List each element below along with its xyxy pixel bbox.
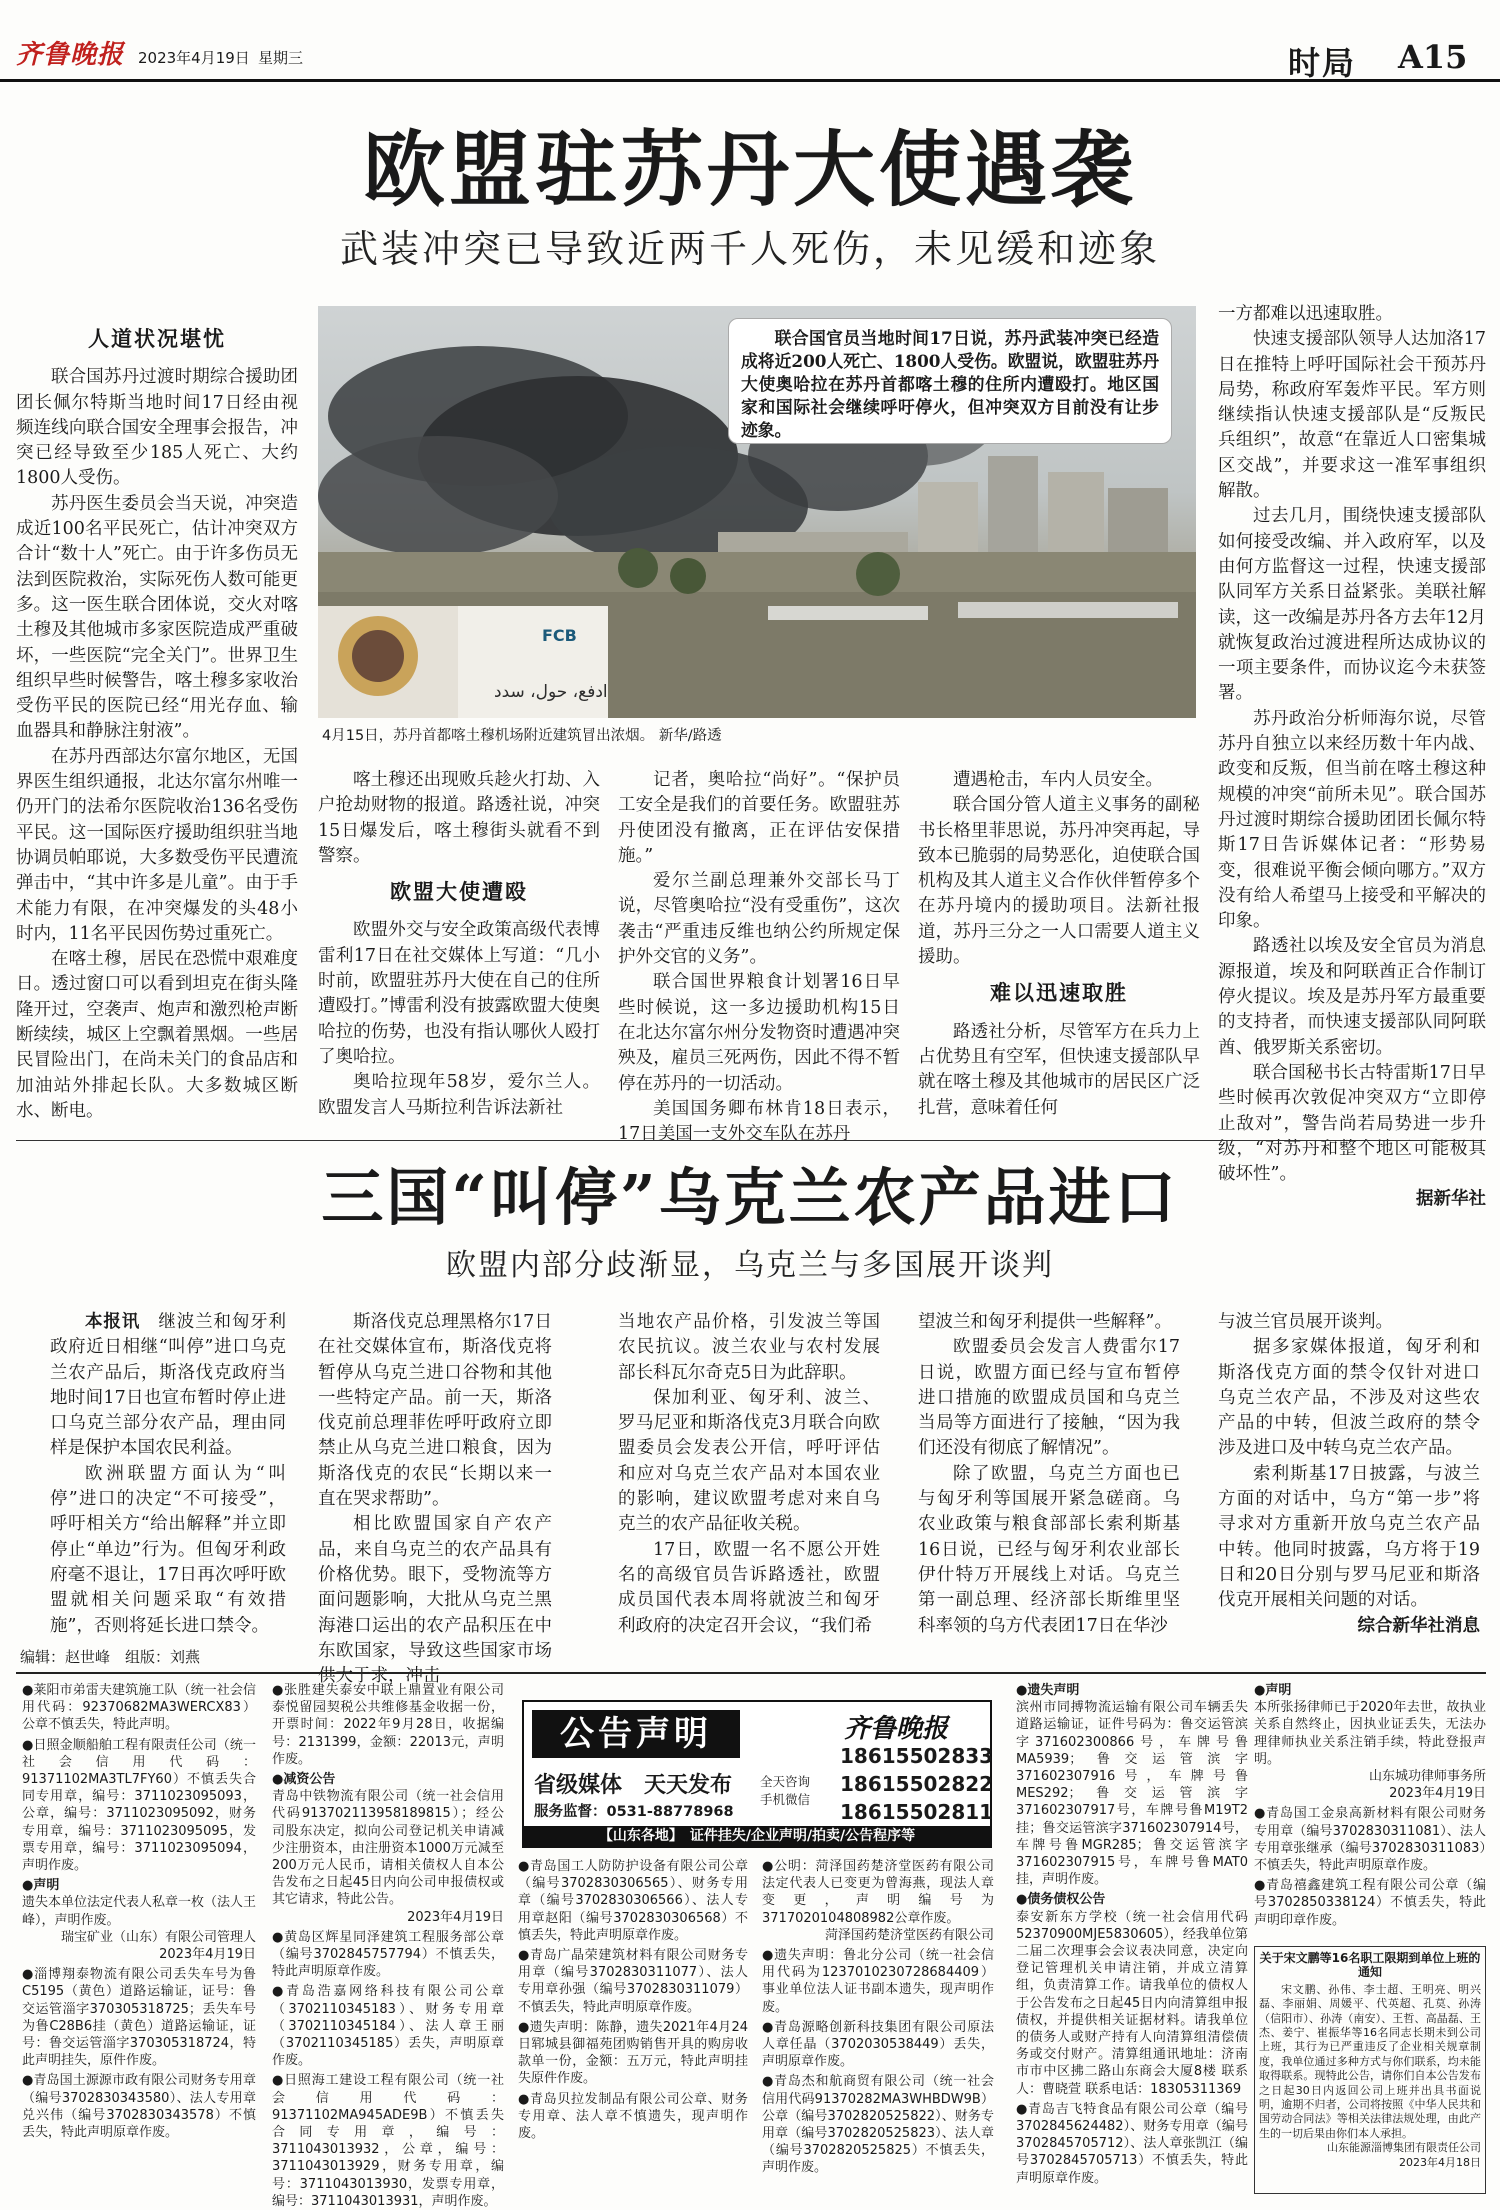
a1-c4-p1: 联合国分管人道主义事务的副秘书长格里菲思说，苏丹冲突再起，导致本已脆弱的局势恶化，迫使联合国机构及其人道主义合作伙伴暂停多个在苏丹境内的援助项目。法新社报道，苏丹三分之一人口需要人道主义援助。: [918, 795, 1200, 968]
a2-c4-p0: 望波兰和匈牙利提供一些解释”。: [918, 1312, 1172, 1332]
section-name: 时局: [1288, 44, 1357, 82]
a1-col4: [918, 768, 1200, 1132]
ad-5-1: ●遗失声明: [1016, 1683, 1080, 1698]
a1-byline: 据新华社: [1416, 1189, 1486, 1210]
ad-5-4: 泰安新东方学校（统一社会信用代码52370900MJE5830605），经我单位第二届二次理事会会议表决同意，决定向登记管理机关申请注销，并成立清算组，负责清算工作。请我单位的债权人于公告发布之日起45日内向清算组申报债权，并提供相关证据材料。请我单位的债务人或财产持有人向清算组清偿债务或交付财产。清算组通讯地址：济南市市中区拂二路山东商会大厦8楼 联系人：曹晓萱 联系电话：18305311369: [1016, 1909, 1248, 2097]
ad-service-box: [522, 1700, 992, 1848]
a1-c5-p5: 路透社以埃及安全官员为消息源报道，埃及和阿联酋正合作制订停火提议。埃及是苏丹军方最重要的支持者，而快速支援部队同阿联酋、俄罗斯关系密切。: [1218, 936, 1486, 1058]
ad-box-title: 公告声明: [532, 1710, 740, 1758]
ad-6-3: 山东城功律师事务所: [1368, 1769, 1486, 1785]
a1-c3-p1: 记者，奥哈拉“尚好”。“保护员工安全是我们的首要任务。欧盟驻苏丹使团没有撤离，正在评估安保措施。”: [618, 770, 900, 866]
subheadline-1: 武装冲突已导致近两千人死伤，未见缓和迹象: [339, 227, 1160, 271]
photo-sign-fcb: FCB: [542, 626, 577, 645]
a1-c5-p2: 快速支援部队领导人达加洛17日在推特上呼吁国际社会干预苏丹局势，称政府军轰炸平民。军方则继续指认快速支援部队是“反叛民兵组织”，故意“在靠近人口密集城区交战”，并要求这一准军事组织解散。: [1218, 329, 1486, 502]
a2-c1-p1: [50, 1310, 286, 1462]
ad-6-4: 2023年4月19日: [1389, 1786, 1486, 1802]
a2-c2-p1: 斯洛伐克总理黑格尔17日在社交媒体宣布，斯洛伐克将暂停从乌克兰进口谷物和其他一些特定产品。前一天，斯洛伐克前总理菲佐呼吁政府立即禁止从乌克兰进口粮食，因为斯洛伐克的农民“长期以来一直在哭求帮助”。: [318, 1312, 552, 1510]
a1-c1-p2: 苏丹医生委员会当天说，冲突造成近100名平民死亡，估计冲突双方合计“数十人”死亡。由于许多伤员无法到医院救治，实际死伤人数可能更多。这一医生联合团体说，交火对喀土穆及其他城市多家医院造成严重破坏，一些医院“完全关门”。世界卫生组织早些时候警告，喀土穆多家收治受伤平民的医院已经“用光存血、输血器具和静脉注射液”。: [16, 493, 298, 742]
ad-1-5: 瑞宝矿业（山东）有限公司管理人: [60, 1929, 256, 1945]
ad-4-5: ●青岛杰和航商贸有限公司（统一社会信用代码91370282MA3WHBDW9B）公章（编号3702820525822）、财务专用章（编号3702820525823）、法人章（编号3702820525825）不慎丢失，声明作废。: [762, 2074, 994, 2176]
headline-1: 欧盟驻苏丹大使遇袭: [362, 122, 1137, 218]
a2-c1-p2: 欧洲联盟方面认为“叫停”进口的决定“不可接受”，呼吁相关方“给出解释”并立即停止“单边”行为。但匈牙利政府毫不退让，17日再次呼吁欧盟就相关问题采取“有效措施”，否则将延长进口禁令。: [50, 1463, 286, 1636]
ad-1-7: ●淄博翔泰物流有限公司丢失车号为鲁C5195（黄色）道路运输证，证号：鲁交运管淄字370305318725；丢失车号为鲁C28B6挂（黄色）道路运输证，证号：鲁交运管淄字370305318724，特此声明挂失，原件作废。: [22, 1967, 256, 2069]
a2-c5-p3: 索利斯基17日披露，与波兰方面的对话中，乌方“第一步”将寻求对方重新开放乌克兰农产品中转。他同时披露，乌方将于19日和20日分别与罗马尼亚和斯洛伐克开展相关问题的对话。: [1218, 1463, 1480, 1611]
a1-c3-p2: 爱尔兰副总理兼外交部长马丁说，尽管奥哈拉“没有受重伤”，这次袭击“严重违反维也纳公约所规定保护外交官的义务”。: [618, 871, 900, 968]
ad-2-2: ●减资公告: [272, 1772, 336, 1788]
a1-c3-p3: 联合国世界粮食计划署16日早些时候说，这一多边援助机构15日在北达尔富尔州分发物资时遭遇冲突殃及，雇员三死两伤，因此不得不暂停在苏丹的一切活动。: [618, 972, 900, 1094]
a1-c5-p6: 联合国秘书长古特雷斯17日早些时候再次敦促冲突双方“立即停止敌对”，警告尚若局势进一步升级，“对苏丹和整个地区可能极具破坏性”。: [1218, 1062, 1486, 1185]
a1-heading-victory: 难以迅速取胜: [990, 980, 1128, 1006]
a1-c1-p4: 在喀土穆，居民在恐慌中艰难度日。透过窗口可以看到坦克在街头隆隆开过，空袭声、炮声和激烈枪声断断续续，城区上空飘着黑烟。一些居民冒险出门，在尚未关门的食品店和加油站外排起长队。大多数城区断水、断电。: [16, 949, 298, 1121]
a1-c4-p2: 路透社分析，尽管军方在兵力上占优势且有空军，但快速支援部队早就在喀土穆及其他城市的居民区广泛扎营，意味着任何: [918, 1021, 1200, 1118]
ads-top-rule: [16, 1672, 1486, 1674]
ad-box-phone3: 18615502811: [840, 1800, 994, 1824]
a1-c1-p1: 联合国苏丹过渡时期综合援助团团长佩尔特斯当地时间17日经由视频连线向联合国安全理事会报告，冲突已经导致至少185人死亡、大约1800人受伤。: [16, 367, 298, 489]
ad-notice-title: 关于宋文鹏等16名职工限期到单位上班的通知: [1259, 1951, 1481, 1980]
issue-weekday: 星期三: [258, 49, 304, 67]
ad-box-slogan: 省级媒体 天天发布: [534, 1773, 733, 1798]
ad-6-6: ●青岛禧鑫建筑工程有限公司公章（编号3702850338124）不慎丢失，特此声明印章作废。: [1254, 1878, 1486, 1928]
ads-col5: [1016, 1682, 1248, 2194]
ad-2-7: ●日照海工建设工程有限公司（统一社会信用代码：91371102MA945ADE9B）不慎丢失合同专用章，编号：3711043013932，公章，编号：3711043013929，财务专用章，编号：3711043013930，发票专用章，编号：3711043013931，声明作废。: [272, 2073, 504, 2209]
a2-c2-p2: 相比欧盟国家自产农产品，来自乌克兰的农产品具有价格优势。眼下，受物流等方面问题影响，大批从乌克兰黑海港口运出的农产品积压在中东欧国家，导致这些国家市场供大于求，冲击: [318, 1514, 552, 1687]
a1-c5-p1: 一方都难以迅速取胜。: [1218, 304, 1393, 324]
ad-6-2: 本所张扬律师已于2020年去世，故执业关系自然终止，因执业证丢失，无法办理律师执业关系注销手续，特此登报声明。: [1254, 1700, 1486, 1767]
photo-sign-arabic: ادفع، حول، سدد: [494, 682, 608, 702]
a2-col5: [1218, 1310, 1480, 1642]
ad-5-5: ●青岛吉飞特食品有限公司公章（编号3702845624482）、财务专用章（编号3702845705712）、法人章张凯江（编号3702845705713）不慎丢失，特此声明原章作废。: [1016, 2101, 1248, 2186]
a1-c5-p4: 苏丹政治分析师海尔说，尽管苏丹自独立以来经历数十年内战、政变和反叛，但当前在喀土穆这种规模的冲突“前所未见”。联合国苏丹过渡时期综合援助团团长佩尔特斯17日告诉媒体记者：“形势易变，很难说平衡会倾向哪方。”双方没有给人希望马上接受和平解决的印象。: [1218, 708, 1486, 932]
ad-6-5: ●青岛国工金泉高新材料有限公司财务专用章（编号3702830311081）、法人专用章张继承（编号3702830311083）不慎丢失，特此声明原章作废。: [1254, 1806, 1486, 1874]
a1-heading-envoy: 欧盟大使遭殴: [390, 879, 528, 905]
a2-c4-p1: 欧盟委员会发言人费雷尔17日说，欧盟方面已经与宣布暂停进口措施的欧盟成员国和乌克兰当局等方面进行了接触，“因为我们还没有彻底了解情况”。: [918, 1337, 1180, 1459]
ad-1-2: ●日照金顺船舶工程有限责任公司（统一社会信用代码：91371102MA3TL7FY60）不慎丢失合同专用章，编号：3711023095093，公章，编号：3711023095092，财务专用章，编号：3711023095095，发票专用章，编号：3711023095094，声明作废。: [22, 1737, 256, 1874]
ad-notice-box: [1254, 1946, 1486, 2194]
ads-col3: [518, 1858, 748, 2194]
a1-c4-p0: 遭遇枪击，车内人员安全。: [953, 770, 1163, 790]
subheadline-2: 欧盟内部分歧渐显，乌克兰与多国展开谈判: [446, 1248, 1054, 1283]
ad-1-3: ●声明: [22, 1878, 60, 1894]
a2-col2: [318, 1310, 552, 1687]
ad-3-2: ●青岛广晶荣建筑材料有限公司财务专用章（编号3702830311077）、法人专用章孙强（编号3702830311079）不慎丢失，特此声明原章作废。: [518, 1948, 748, 2015]
masthead-logo: 齐鲁晚报: [16, 40, 125, 70]
ad-4-2: 菏泽国药楚济堂医药有限公司: [824, 1927, 994, 1943]
ads-col4: [762, 1858, 994, 2194]
ad-box-brand: 齐鲁晚报: [844, 1714, 949, 1744]
ad-4-1: ●公明：菏泽国药楚济堂医药有限公司法定代表人已变更为曾海燕，现法人章变更，声明编号为3717020104808982公章作废。: [762, 1859, 994, 1926]
a2-col3: [618, 1310, 880, 1642]
ad-3-1: ●青岛国工人防防护设备有限公司公章（编号3702830306565）、财务专用章（编号3702830306566）、法人专用章赵阳（编号3702830306568）不慎丢失，特此声明原章作废。: [518, 1859, 748, 1943]
editor-credits: 编辑：赵世峰 组版：刘燕: [20, 1648, 201, 1666]
a1-c2-p1: 欧盟外交与安全政策高级代表博雷利17日在社交媒体上写道：“几小时前，欧盟驻苏丹大使在自己的住所遭殴打。”博雷利没有披露欧盟大使奥哈拉的伤势，也没有指认哪伙人殴打了奥哈拉。: [318, 920, 600, 1067]
ad-1-1: ●莱阳市弟雷夫建筑施工队（统一社会信用代码：92370682MA3WERCX83）公章不慎丢失，特此声明。: [22, 1683, 256, 1733]
a1-c3-p4: 美国国务卿布林肯18日表示，17日美国一支外交车队在苏丹: [618, 1098, 900, 1145]
a2-col1: [50, 1310, 286, 1642]
a1-c2-p0: 喀土穆还出现败兵趁火打劫、入户抢劫财物的报道。路透社说，冲突15日爆发后，喀土穆街头就看不到警察。: [318, 770, 600, 866]
a1-col5: [1218, 302, 1486, 1210]
ad-1-6: 2023年4月19日: [159, 1947, 256, 1963]
a1-c1-p3: 在苏丹西部达尔富尔地区，无国界医生组织通报，北达尔富尔州唯一仍开门的法希尔医院收治136名受伤平民。这一国际医疗援助组织驻当地协调员帕耶说，大多数受伤平民遭流弹击中，“其中许多是儿童”。由于手术能力有限，在冲突爆发的头48小时内，11名平民因伤势过重死亡。: [16, 746, 298, 944]
a2-col4: [918, 1310, 1180, 1642]
ad-2-1: ●张胜建失泰安中联上鼎置业有限公司泰悦留园契税公共维修基金收据一份，开票时间：2022年9月28日，收据编号：2131399，金额：22013元，声明作废。: [272, 1683, 504, 1767]
summary-callout: 联合国官员当地时间17日说，苏丹武装冲突已经造成将近200人死亡、1800人受伤。欧盟说，欧盟驻苏丹大使奥哈拉在苏丹首都喀土穆的住所内遭殴打。地区国家和国际社会继续呼吁停火，但冲突双方目前没有让步迹象。: [728, 318, 1172, 444]
a2-lead: 本报讯: [85, 1312, 141, 1332]
ad-3-4: ●青岛贝拉发制品有限公司公章、财务专用章、法人章不慎遗失，现声明作废。: [518, 2091, 748, 2142]
a1-c2-p2: 奥哈拉现年58岁，爱尔兰人。欧盟发言人马斯拉利告诉法新社: [318, 1072, 600, 1118]
a2-c1-p1-text: 继波兰和匈牙利政府近日相继“叫停”进口乌克兰农产品后，斯洛伐克政府当地时间17日也宣布暂时停止进口乌克兰部分农产品，理由同样是保护本国农民利益。: [50, 1312, 287, 1459]
headline-2: 三国“叫停”乌克兰农产品进口: [321, 1161, 1179, 1234]
a1-c5-p3: 过去几月，围绕快速支援部队如何接受改编、并入政府军，以及由何方监督这一过程，快速支援部队同军方关系日益紧张。美联社解读，这一改编是苏丹各方去年12月就恢复政治过渡进程所达成协议的一项主要条件，而协议迄今未获签署。: [1218, 506, 1486, 704]
ad-2-6: ●青岛浩嘉网络科技有限公司公章（3702110345183）、财务专用章（3702110345184）、法人章王丽（3702110345185）丢失，声明原章作废。: [272, 1984, 504, 2069]
a2-c3-p2: 保加利亚、匈牙利、波兰、罗马尼亚和斯洛伐克3月联合向欧盟委员会发表公开信，呼吁评估和应对乌克兰农产品对本国农业的影响，建议欧盟考虑对来自乌克兰的农产品征收关税。: [618, 1387, 880, 1535]
photo-caption: 4月15日，苏丹首都喀土穆机场附近建筑冒出浓烟。 新华/路透: [322, 728, 722, 744]
ad-4-3: ●遗失声明：鲁北分公司（统一社会信用代码为1237010230728684409）事业单位法人证书副本遗失，现声明作废。: [762, 1948, 994, 2015]
ad-1-4: 遗失本单位法定代表人私章一枚（法人王峰），声明作废。: [22, 1895, 257, 1928]
a1-col1: [16, 322, 298, 1132]
ads-col6: [1254, 1682, 1486, 1940]
ad-5-2: 滨州市同搏物流运输有限公司车辆丢失道路运输证，证件号码为：鲁交运管滨字371602300866号，车牌号鲁MA5939；鲁交运管滨字371602307916号，车牌号鲁MES292；鲁交运管滨字371602307917号，车牌号鲁M19T2挂；鲁交运管滨字371602307914号，车牌号鲁MGR285；鲁交运管滨字371602307915号，车牌号鲁MAT0挂，声明作废。: [1016, 1700, 1248, 1888]
ad-1-8: ●青岛国土源源市政有限公司财务专用章（编号3702830343580）、法人专用章兑兴伟（编号3702830343578）不慎丢失，特此声明原章作废。: [22, 2073, 256, 2141]
ad-notice-org: 山东能源淄博集团有限责任公司: [1327, 2141, 1481, 2155]
ad-box-categories: 【山东各地】 证件挂失/企业声明/拍卖/公告程序等: [524, 1826, 990, 1846]
ad-notice-date: 2023年4月18日: [1399, 2155, 1481, 2169]
ad-box-service: 服务监督：0531-88778968: [534, 1804, 734, 1820]
ad-notice-body: 宋文鹏、孙伟、李士超、王明亮、明兴磊、李丽娟、周媛平、代英超、孔莫、孙涛（信阳市）、孙涛（南安）、王哲、高晶磊、王杰、姜宁、崔振华等16名同志长期未到公司上班，其行为已严重违反了企业相关规章制度，我单位通过多种方式与你们联系，均未能取得联系。现特此公告，请你们自本公告发布之日起30日内返回公司上班并出具书面说明，逾期不归者，公司将按照《中华人民共和国劳动合同法》等相关法律法规处理，由此产生的一切后果由你们本人承担。: [1259, 1982, 1481, 2140]
a2-c3-p1: 当地农产品价格，引发波兰等国农民抗议。波兰农业与农村发展部长科瓦尔奇克5日为此辞职。: [618, 1312, 880, 1383]
ad-box-phone1: 18615502833: [840, 1744, 994, 1768]
ad-3-3: ●遗失声明：陈静，遗失2021年4月24日郓城县御福苑团购销售开具的购房收款单一份，金额：五万元，特此声明挂失原件作废。: [518, 2019, 748, 2087]
ad-4-4: ●青岛源略创新科技集团有限公司原法人章任晶（3702030538449）丢失，声明原章作废。: [762, 2019, 994, 2070]
ad-box-phone2: 18615502822: [840, 1772, 994, 1796]
a2-c5-p2: 据多家媒体报道，匈牙利和斯洛伐克方面的禁令仅针对进口乌克兰农产品，不涉及对这些农产品的中转，但波兰政府的禁令涉及进口及中转乌克兰农产品。: [1218, 1337, 1480, 1459]
a2-byline: 综合新华社消息: [1357, 1615, 1480, 1636]
ad-box-label1: 全天咨询: [760, 1774, 811, 1789]
a1-heading-humanitarian: 人道状况堪忧: [88, 326, 226, 351]
a1-col3: [618, 768, 900, 1145]
ad-2-4: 2023年4月19日: [407, 1909, 504, 1925]
ads-col1: [22, 1682, 256, 2194]
ads-col2: [272, 1682, 504, 2209]
a2-c5-p1: 与波兰官员展开谈判。: [1218, 1312, 1393, 1332]
ad-box-label2: 手机微信: [760, 1792, 811, 1807]
article-separator: [16, 1140, 1486, 1141]
issue-date: 2023年4月19日: [138, 49, 250, 67]
ad-2-3: 青岛中铁物流有限公司（统一社会信用代码913702113958189815）；经公司股东决定，拟向公司登记机关申请减少注册资本，由注册资本1000万元减至200万元人民币，请相关债权人自本公告发布之日起45日内向公司申报债权或其它请求，特此公告。: [272, 1789, 504, 1908]
ad-2-5: ●黄岛区辉星同泽建筑工程服务部公章（编号3702845757794）不慎丢失，特此声明原章作废。: [272, 1929, 504, 1980]
ad-6-1: ●声明: [1254, 1683, 1292, 1698]
header-rule: [0, 79, 1500, 82]
page-number: A15: [1398, 38, 1468, 76]
a2-c4-p2: 除了欧盟，乌克兰方面也已与匈牙利等国展开紧急磋商。乌农业政策与粮食部部长索利斯基16日说，已经与匈牙利农业部长伊什特万开展线上对话。乌克兰第一副总理、经济部长斯维里坚科率领的乌方代表团17日在华沙: [918, 1463, 1180, 1636]
a1-col2: [318, 768, 600, 1132]
a2-c3-p3: 17日，欧盟一名不愿公开姓名的高级官员告诉路透社，欧盟成员国代表本周将就波兰和匈牙利政府的决定召开会议，“我们希: [618, 1539, 880, 1636]
ad-5-3: ●债务债权公告: [1016, 1892, 1106, 1908]
